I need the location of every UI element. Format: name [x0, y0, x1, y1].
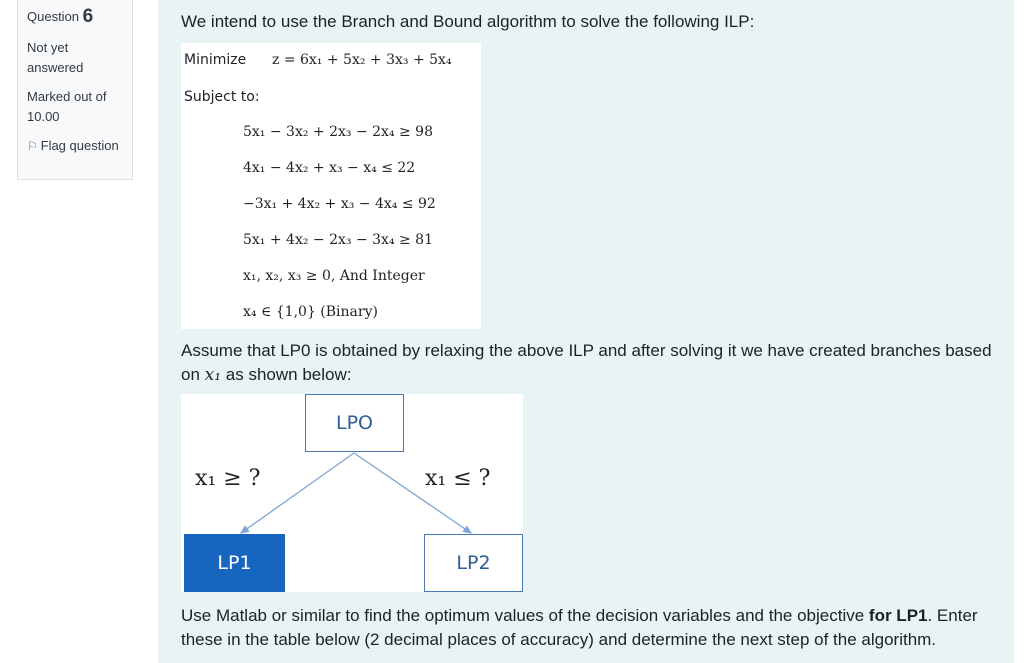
question-number: Question 6: [27, 6, 94, 27]
constraint-binary: x₄ ∈ {1,0} (Binary): [243, 304, 378, 320]
question-grade: Marked out of 10.00: [27, 89, 107, 124]
intro-text: We intend to use the Branch and Bound algorithm to solve the following ILP:: [181, 12, 755, 31]
constraint-1: 5x₁ − 3x₂ + 2x₃ − 2x₄ ≥ 98: [243, 124, 433, 140]
flag-question-link[interactable]: ⚐ Flag question: [27, 136, 123, 156]
flag-icon: ⚐: [27, 139, 38, 153]
constraint-2: 4x₁ − 4x₂ + x₃ − x₄ ≤ 22: [243, 160, 416, 176]
question-state: Not yet answered: [27, 40, 84, 75]
branch-variable: x₁: [204, 365, 222, 385]
edge-right: [354, 453, 471, 533]
branch-tree: [181, 394, 523, 592]
question-info: [17, 0, 133, 180]
ilp-formulation: [181, 43, 481, 329]
node-lp2: LP2: [424, 534, 523, 592]
constraint-integer: x₁, x₂, x₃ ≥ 0, And Integer: [243, 268, 425, 284]
subject-to-label: Subject to:: [184, 89, 260, 105]
minimize-label: Minimize: [184, 52, 247, 68]
constraint-3: −3x₁ + 4x₂ + x₃ − 4x₄ ≤ 92: [243, 196, 436, 212]
node-lp0: LPO: [305, 394, 404, 452]
constraint-4: 5x₁ + 4x₂ − 2x₃ − 3x₄ ≥ 81: [243, 232, 433, 248]
question-content: [158, 0, 1014, 663]
node-lp1: LP1: [184, 534, 285, 592]
edge-left: [241, 453, 354, 533]
instruction-text: Use Matlab or similar to find the optimum values of the decision variables and the objective for LP1. Enter these in the table below (2 decimal places of accuracy) and determine the next step of the algorithm.: [181, 606, 978, 649]
left-branch-label: x₁ ≥ ?: [195, 466, 261, 491]
objective-function: z = 6x₁ + 5x₂ + 3x₃ + 5x₄: [272, 52, 452, 68]
right-branch-label: x₁ ≤ ?: [425, 466, 491, 491]
assume-text: Assume that LP0 is obtained by relaxing the above ILP and after solving it we have created branches based on x₁ as shown below:: [181, 341, 992, 385]
